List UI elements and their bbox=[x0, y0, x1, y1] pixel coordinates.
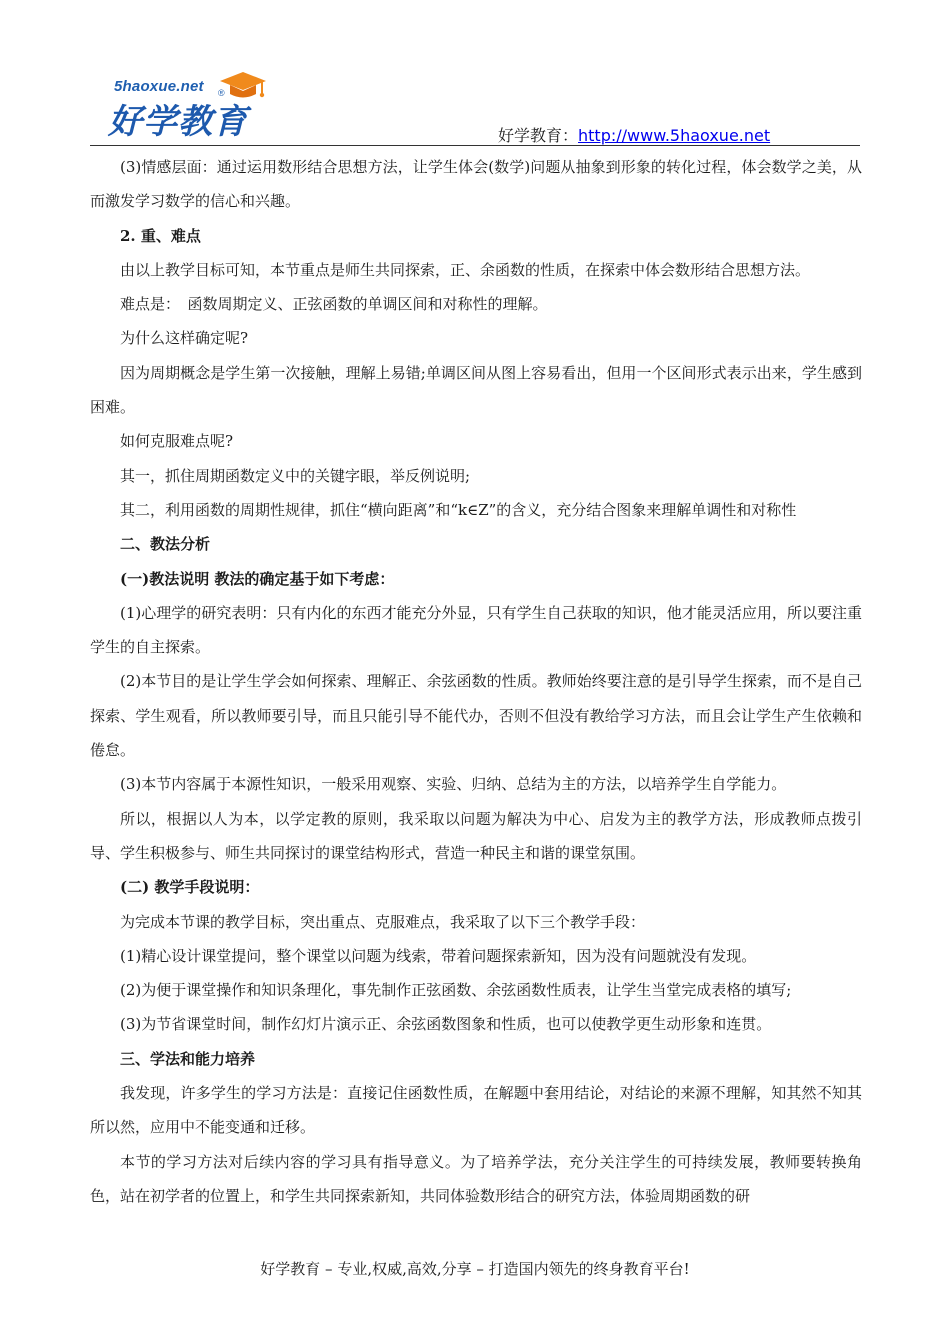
site-logo bbox=[106, 70, 266, 140]
body-paragraph: (1)心理学的研究表明：只有内化的东西才能充分外显，只有学生自己获取的知识，他才能灵活应用，所以要注重学生的自主探索。 bbox=[90, 603, 862, 657]
body-paragraph: (3)情感层面：通过运用数形结合思想方法，让学生体会(数学)问题从抽象到形象的转化过程，体会数学之美，从而激发学习数学的信心和兴趣。 bbox=[90, 158, 862, 211]
body-paragraph: 其一，抓住周期函数定义中的关键字眼，举反例说明; bbox=[120, 466, 471, 485]
registered-mark: ® bbox=[218, 88, 225, 98]
body-paragraph: (3)为节省课堂时间，制作幻灯片演示正、余弦函数图象和性质，也可以使教学更生动形象和连贯。 bbox=[120, 1015, 772, 1034]
site-url-link[interactable]: http://www.5haoxue.net bbox=[578, 126, 771, 145]
document-body bbox=[90, 150, 862, 1213]
body-paragraph: 如何克服难点呢? bbox=[120, 432, 234, 451]
body-paragraph: 由以上教学目标可知，本节重点是师生共同探索，正、余函数的性质，在探索中体会数形结合思想方法。 bbox=[120, 260, 811, 279]
logo-brand-text: 好学教育 bbox=[108, 102, 248, 142]
body-paragraph: 其二，利用函数的周期性规律，抓住“横向距离”和“k∈Z”的含义，充分结合图象来理解单调性和对称性 bbox=[120, 500, 797, 519]
section-heading: (二) 教学手段说明： bbox=[120, 878, 260, 897]
body-paragraph: (2)为便于课堂操作和知识条理化，事先制作正弦函数、余弦函数性质表，让学生当堂完成表格的填写; bbox=[120, 981, 792, 1000]
header-divider bbox=[90, 145, 860, 146]
site-header-info bbox=[498, 123, 770, 146]
body-paragraph: 难点是： 函数周期定义、正弦函数的单调区间和对称性的理解。 bbox=[120, 295, 548, 314]
body-paragraph: 为完成本节课的教学目标，突出重点、克服难点，我采取了以下三个教学手段： bbox=[120, 912, 646, 931]
body-paragraph: (2)本节目的是让学生学会如何探索、理解正、余弦函数的性质。教师始终要注意的是引导学生探索，而不是自己探索、学生观看，所以教师要引导，而且只能引导不能代办，否则不但没有教给学习方法，而且会让学生产生依赖和倦怠。 bbox=[90, 672, 862, 760]
page-footer: 好学教育 – 专业,权威,高效,分享 – 打造国内领先的终身教育平台! bbox=[260, 1260, 690, 1278]
body-paragraph: 为什么这样确定呢? bbox=[120, 329, 249, 348]
section-heading: 二、教法分析 bbox=[120, 535, 211, 554]
body-paragraph: 我发现，许多学生的学习方法是：直接记住函数性质，在解题中套用结论，对结论的来源不理解，知其然不知其所以然，应用中不能变通和迁移。 bbox=[90, 1084, 862, 1137]
body-paragraph: 因为周期概念是学生第一次接触，理解上易错;单调区间从图上容易看出，但用一个区间形式表示出来，学生感到困难。 bbox=[90, 363, 862, 417]
body-paragraph: 所以，根据以人为本，以学定教的原则，我采取以问题为解决为中心、启发为主的教学方法，形成教师点拨引导、学生积极参与、师生共同探讨的课堂结构形式，营造一种民主和谐的课堂氛围。 bbox=[90, 809, 862, 862]
section-heading: 2. 重、难点 bbox=[120, 226, 201, 245]
body-paragraph: (3)本节内容属于本源性知识，一般采用观察、实验、归纳、总结为主的方法，以培养学生自学能力。 bbox=[120, 775, 787, 794]
section-heading: 三、学法和能力培养 bbox=[120, 1049, 256, 1068]
site-label: 好学教育： bbox=[498, 126, 579, 145]
logo-domain-text: 5haoxue.net bbox=[114, 78, 204, 95]
body-paragraph: 本节的学习方法对后续内容的学习具有指导意义。为了培养学法，充分关注学生的可持续发展，教师要转换角色，站在初学者的位置上，和学生共同探索新知，共同体验数形结合的研究方法，体验周期函数的研 bbox=[90, 1152, 862, 1205]
body-paragraph: (1)精心设计课堂提问，整个课堂以问题为线索，带着问题探索新知，因为没有问题就没有发现。 bbox=[120, 946, 757, 965]
section-heading: (一)教法说明 教法的确定基于如下考虑： bbox=[120, 569, 395, 588]
